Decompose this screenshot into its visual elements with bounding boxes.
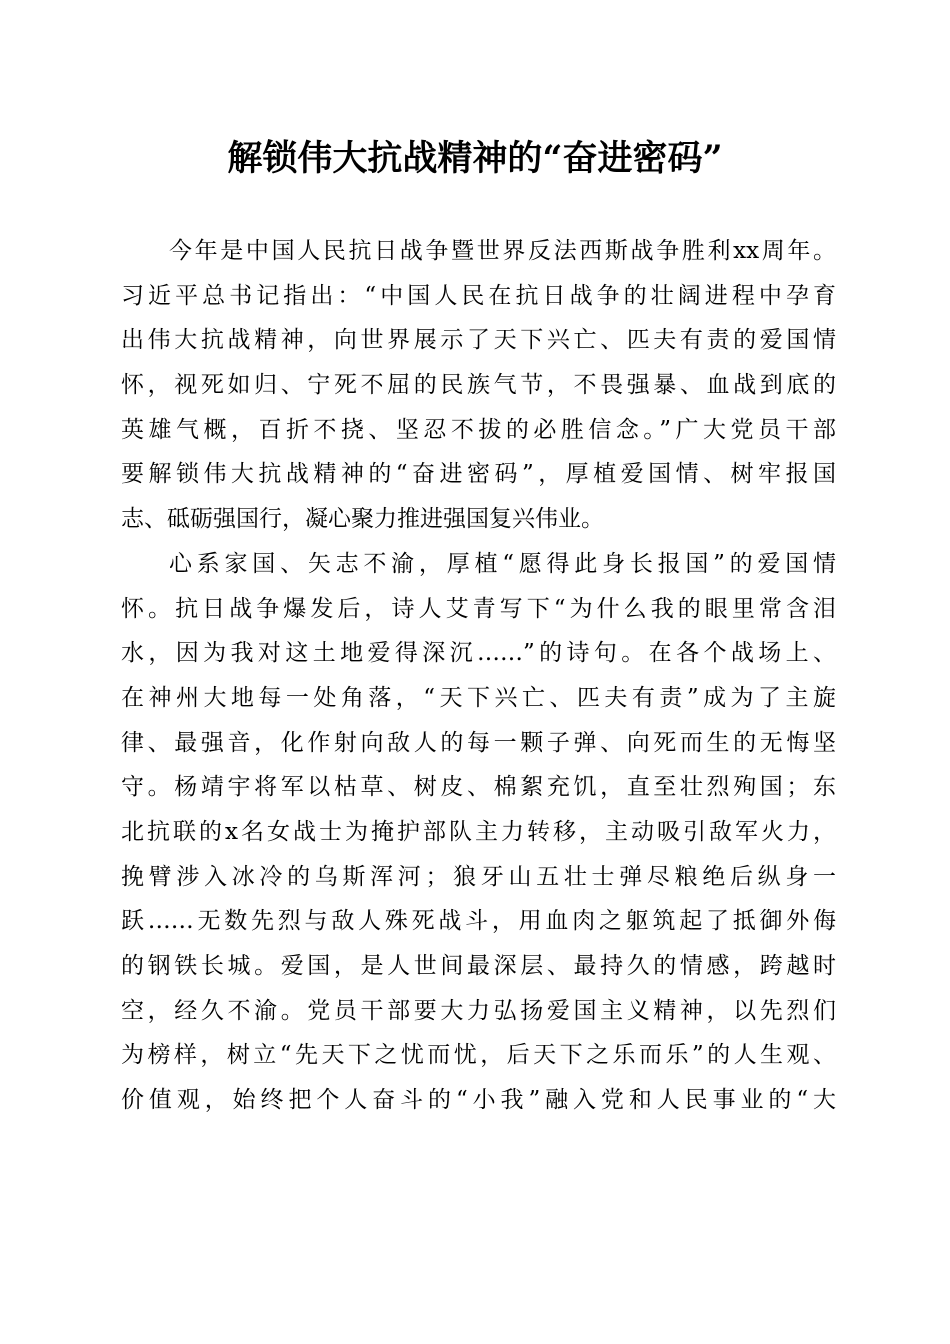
text-line: 守。杨靖宇将军以枯草、树皮、棉絮充饥，直至壮烈殉国；东 (121, 774, 836, 801)
text-line: 志、砥砺强国行，凝心聚力推进强国复兴伟业。 (121, 506, 604, 533)
text-line: 律、最强音，化作射向敌人的每一颗子弹、向死而生的无悔坚 (121, 729, 836, 756)
text-line: 习近平总书记指出：“中国人民在抗日战争的壮阔进程中孕育 (121, 282, 836, 309)
text-line: 要解锁伟大抗战精神的“奋进密码”，厚植爱国情、树牢报国 (121, 461, 836, 488)
text-line: 今年是中国人民抗日战争暨世界反法西斯战争胜利xx周年。 (169, 238, 836, 264)
text-line: 心系家国、矢志不渝，厚植“愿得此身长报国”的爱国情 (169, 550, 836, 577)
document-title: 解锁伟大抗战精神的“奋进密码” (227, 138, 723, 179)
text-line: 水，因为我对这土地爱得深沉……”的诗句。在各个战场上、 (121, 640, 836, 667)
text-line: 为榜样，树立“先天下之忧而忧，后天下之乐而乐”的人生观、 (121, 1042, 836, 1069)
text-line: 怀，视死如归、宁死不屈的民族气节，不畏强暴、血战到底的 (121, 372, 836, 399)
text-line: 的钢铁长城。爱国，是人世间最深层、最持久的情感，跨越时 (121, 953, 836, 979)
text-line: 跃……无数先烈与敌人殊死战斗，用血肉之躯筑起了抵御外侮 (121, 908, 836, 935)
text-line: 在神州大地每一处角落，“天下兴亡、匹夫有责”成为了主旋 (121, 684, 836, 711)
text-line: 怀。抗日战争爆发后，诗人艾青写下“为什么我的眼里常含泪 (121, 595, 836, 622)
text-line: 英雄气概，百折不挠、坚忍不拔的必胜信念。”广大党员干部 (121, 416, 836, 443)
text-line: 出伟大抗战精神，向世界展示了天下兴亡、匹夫有责的爱国情 (121, 327, 836, 354)
text-line: 空，经久不渝。党员干部要大力弘扬爱国主义精神，以先烈们 (121, 997, 836, 1024)
document-body (121, 229, 836, 1123)
paragraph-2 (121, 542, 836, 1123)
text-line: 北抗联的x名女战士为掩护部队主力转移，主动吸引敌军火力， (121, 818, 836, 845)
text-line: 价值观，始终把个人奋斗的“小我”融入党和人民事业的“大 (121, 1087, 836, 1114)
text-line: 挽臂涉入冰冷的乌斯浑河；狼牙山五壮士弹尽粮绝后纵身一 (121, 863, 836, 890)
paragraph-1 (121, 229, 836, 542)
